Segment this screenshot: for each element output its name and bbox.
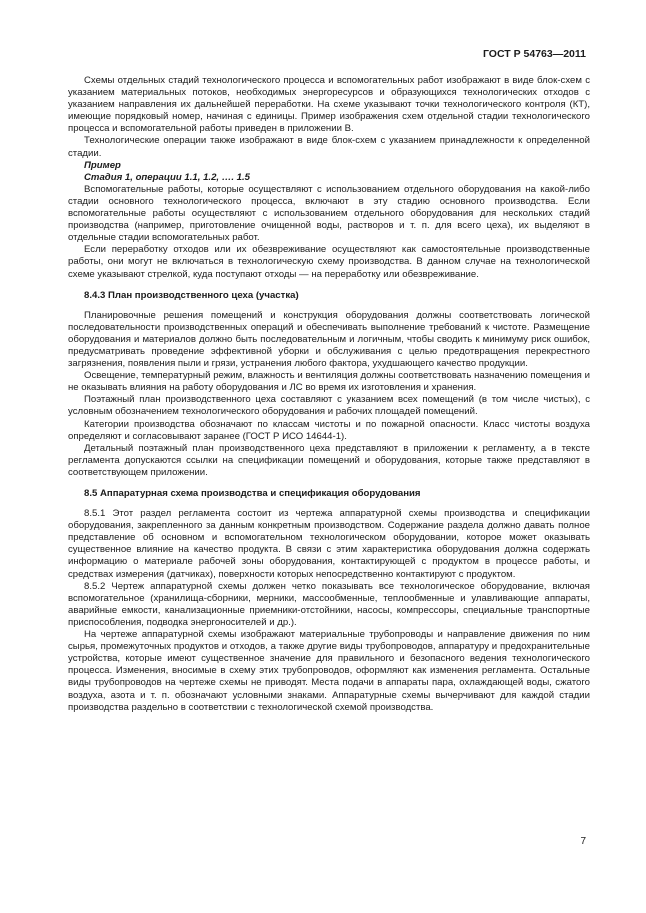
paragraph: Схемы отдельных стадий технологического процесса и вспомогательных работ изображают в виде блок-схем с указанием материальных потоков, необходимых энергоресурсов и образующихся технологических отходов с указанием направления их дальнейшей переработки. На схеме указывают точки технологического контроля (КТ), имеющие порядковый номер, начиная с единицы. Пример изображения схем отдельной стадии технологического процесса и вспомогательной работы приведен в приложении В. [68,75,590,135]
paragraph: Поэтажный план производственного цеха составляют с указанием всех помещений (в том числе чистых), с условным обозначением технологического оборудования и рабочих площадей помещений. [68,394,590,418]
paragraph: Если переработку отходов или их обезвреживание осуществляют как самостоятельные производственные работы, они могут не включаться в технологическую схему производства. В данном случае на технологической схеме указывают стрелкой, куда поступают отходы — на переработку или обезвреживание. [68,244,590,280]
paragraph: 8.5.2 Чертеж аппаратурной схемы должен четко показывать все технологическое оборудование, включая вспомогательное (хранилища-сборники, мерники, массообменные, теплообменные и улавливающие аппараты, аварийные емкости, канализационные приемники-отстойники, насосы, компрессоры, специальные транспортные приспособления, подводка энергоносителей и др.). [68,580,590,628]
paragraph: Категории производства обозначают по классам чистоты и по пожарной опасности. Класс чистоты воздуха определяют и согласовывают заранее (ГОСТ Р ИСО 14644-1). [68,418,590,442]
section-heading-8-4-3: 8.4.3 План производственного цеха (участка) [84,289,299,301]
paragraph: Планировочные решения помещений и конструкция оборудования должны соответствовать логической последовательности производственных операций и обеспечивать выполнение требований к чистоте. Размещение оборудования и материалов должно быть последовательным и логичным, чтобы сводить к минимуму риск ошибок, предусматривать проведение эффективной уборки и обслуживания с целью предотвращения перекрестного загрязнения, появления пыли и грязи, устранения любого фактора, ухудшающего качество продукции. [68,309,590,370]
paragraph: Вспомогательные работы, которые осуществляют с использованием отдельного оборудования на какой-либо стадии основного технологического процесса, включают в эту стадию основного производства. Если вспомогательные работы осуществляют с использованием отдельного оборудования для нескольких стадий производства (например, приготовление очищенной воды, растворов и т. п. для всего цеха), их выделяют в отдельные стадии вспомогательных работ. [68,183,590,244]
example-label: Пример [84,159,121,171]
paragraph: Детальный поэтажный план производственного цеха представляют в приложении к регламенту, а в тексте регламента допускаются ссылки на спецификации помещений и оборудования, которые также представляют в соответствующем приложении. [68,442,590,478]
paragraph: Освещение, температурный режим, влажность и вентиляция должны соответствовать назначению помещения и не оказывать влияния на работу оборудования и ЛС во время их изготовления и хранения. [68,370,590,394]
paragraph: На чертеже аппаратурной схемы изображают материальные трубопроводы и направление движения по ним сырья, промежуточных продуктов и отходов, а также другие виды трубопроводов, аппаратуру и предохранительные устройства, которые имеют существенное значение для правильного и безопасного ведения технологического процесса. Изменения, вносимые в схему этих трубопроводов, оформляют как изменения регламента. Остальные виды трубопроводов на чертеже схемы не приводят. Места подачи в аппараты пара, охлаждающей воды, сжатого воздуха, азота и т. п. обозначают условными знаками. Аппаратурные схемы вычерчивают для каждой стадии производства раздельно в соответствии с технологической схемой производства. [68,629,590,713]
document-id: ГОСТ Р 54763—2011 [482,48,586,60]
page-number: 7 [580,836,586,847]
section-heading-8-5: 8.5 Аппаратурная схема производства и спецификация оборудования [84,488,421,499]
example-text: Стадия 1, операции 1.1, 1.2, …. 1.5 [84,171,250,183]
paragraph: Технологические операции также изображают в виде блок-схем с указанием принадлежности к определенной стадии. [68,135,590,159]
document-body [68,75,590,714]
paragraph: 8.5.1 Этот раздел регламента состоит из чертежа аппаратурной схемы производства и спецификации оборудования, закрепленного за данным конкретным производством. Содержание раздела должно давать полное представление об основном и вспомогательном технологическом оборудовании, которое может оказывать существенное влияние на качество продукта. В связи с этим характеристика оборудования должна содержать информацию о материале рабочей зоны оборудования, контактирующей с продуктом в процессе работы, и средствах измерения (датчиках), поверхности которых непосредственно контактируют с продуктом. [68,508,590,580]
